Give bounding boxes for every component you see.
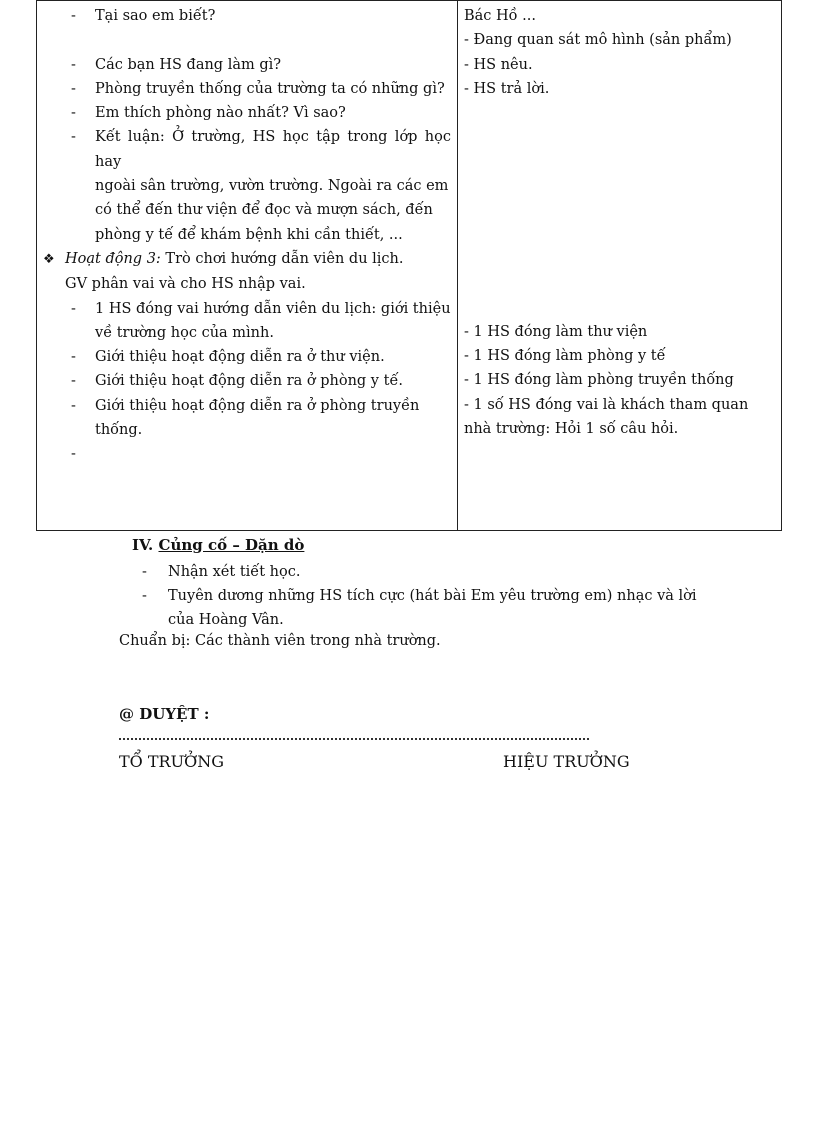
student-activity-line: - 1 số HS đóng vai là khách tham quan xyxy=(464,396,749,413)
student-activity-line: - 1 HS đóng làm thư viện xyxy=(464,323,648,340)
group-leader-signature-label: TỔ TRƯỞNG xyxy=(119,752,224,771)
lesson-table xyxy=(36,0,782,531)
blank-line xyxy=(464,125,775,149)
diamond-bullet-icon: ❖ xyxy=(43,251,55,267)
summary-item-text: Nhận xét tiết học. xyxy=(168,564,301,580)
activity-label: Hoạt động 3: xyxy=(65,250,161,267)
activity-heading xyxy=(43,247,451,272)
activity-item-text: Em thích phòng nào nhất? Vì sao? xyxy=(95,105,346,122)
dash-marker: - xyxy=(71,80,76,97)
dash-marker: - xyxy=(71,446,76,463)
dash-marker: - xyxy=(71,349,76,366)
activity-item-continued: có thể đến thư viện để đọc và mượn sách, đến xyxy=(95,202,433,219)
summary-item: - Tuyên dương những HS tích cực (hát bài Em yêu trường em) nhạc và lời xyxy=(142,584,697,608)
student-activity-line: - Đang quan sát mô hình (sản phẩm) xyxy=(464,32,732,49)
activity-item xyxy=(43,101,451,125)
summary-item-continued xyxy=(142,608,284,632)
section-title: Củng cố – Dặn dò xyxy=(158,536,305,554)
activity-item-text: Các bạn HS đang làm gì? xyxy=(95,56,282,73)
principal-signature-label: HIỆU TRƯỞNG xyxy=(503,752,630,771)
section-heading xyxy=(132,536,304,554)
activity-item-text: Giới thiệu hoạt động diễn ra ở phòng y tế. xyxy=(95,373,403,390)
activity-item xyxy=(43,394,451,418)
preparation-note: Chuẩn bị: Các thành viên trong nhà trường. xyxy=(119,633,441,649)
blank-line xyxy=(464,223,775,247)
signature-dotted-line xyxy=(119,738,589,740)
activity-item-text: Giới thiệu hoạt động diễn ra ở phòng truyền xyxy=(95,397,420,414)
blank-line xyxy=(464,271,775,295)
student-activity-line: nhà trường: Hỏi 1 số câu hỏi. xyxy=(464,421,679,438)
blank-line xyxy=(464,174,775,198)
activity-item xyxy=(43,53,451,77)
student-activity-line: - HS nêu. xyxy=(464,56,533,73)
activity-item-text: 1 HS đóng vai hướng dẫn viên du lịch: giới thiệu xyxy=(95,300,451,317)
activity-item-continued: thống. xyxy=(95,422,143,439)
activity-item xyxy=(43,77,451,101)
student-activity-line: - 1 HS đóng làm phòng truyền thống xyxy=(464,372,734,389)
approval-text: @ DUYỆT : xyxy=(119,705,210,723)
activity-title: Trò chơi hướng dẫn viên du lịch. xyxy=(160,250,404,267)
blank-line xyxy=(464,296,775,320)
activity-item xyxy=(43,345,451,369)
dash-marker: - xyxy=(71,373,76,390)
activity-item-continued: ngoài sân trường, vườn trường. Ngoài ra các em xyxy=(95,178,449,195)
activity-item-continued: về trường học của mình. xyxy=(95,324,274,341)
activity-item-continued: phòng y tế để khám bệnh khi cần thiết, ... xyxy=(95,226,403,243)
student-activity-line: Bác Hồ ... xyxy=(464,8,536,24)
approval-label xyxy=(119,705,209,723)
student-activity-line: - 1 HS đóng làm phòng y tế xyxy=(464,348,666,365)
dash-marker: - xyxy=(71,397,76,414)
dash-marker: - xyxy=(71,105,76,122)
student-activity-line: - HS trả lời. xyxy=(464,80,550,97)
activity-item-text: Phòng truyền thống của trường ta có những gì? xyxy=(95,80,445,97)
dash-marker: - xyxy=(71,56,76,73)
blank-line xyxy=(464,198,775,222)
blank-line xyxy=(464,101,775,125)
summary-item-text: của Hoàng Vân. xyxy=(168,612,284,628)
activity-item xyxy=(43,4,451,28)
blank-line xyxy=(464,150,775,174)
blank-line xyxy=(43,28,451,52)
dash-marker: - xyxy=(71,300,76,317)
activity-item xyxy=(43,297,451,321)
teacher-activities-cell xyxy=(37,1,458,531)
dash-marker: - xyxy=(71,8,76,24)
instruction-line: GV phân vai và cho HS nhập vai. xyxy=(65,276,306,293)
activity-item-text: Kết luận: Ở trường, HS học tập trong lớp học hay xyxy=(95,129,451,170)
activity-item-text: Tại sao em biết? xyxy=(95,8,216,24)
summary-item: - Nhận xét tiết học. xyxy=(142,560,300,584)
section-number: IV. xyxy=(132,536,154,554)
student-activities-cell xyxy=(458,1,782,531)
activity-item xyxy=(43,369,451,393)
blank-line xyxy=(464,247,775,271)
activity-item xyxy=(43,125,451,174)
summary-item-text: Tuyên dương những HS tích cực (hát bài Em yêu trường em) nhạc và lời xyxy=(168,588,697,604)
activity-item-text: Giới thiệu hoạt động diễn ra ở thư viện. xyxy=(95,349,385,366)
dash-marker: - xyxy=(71,129,76,146)
